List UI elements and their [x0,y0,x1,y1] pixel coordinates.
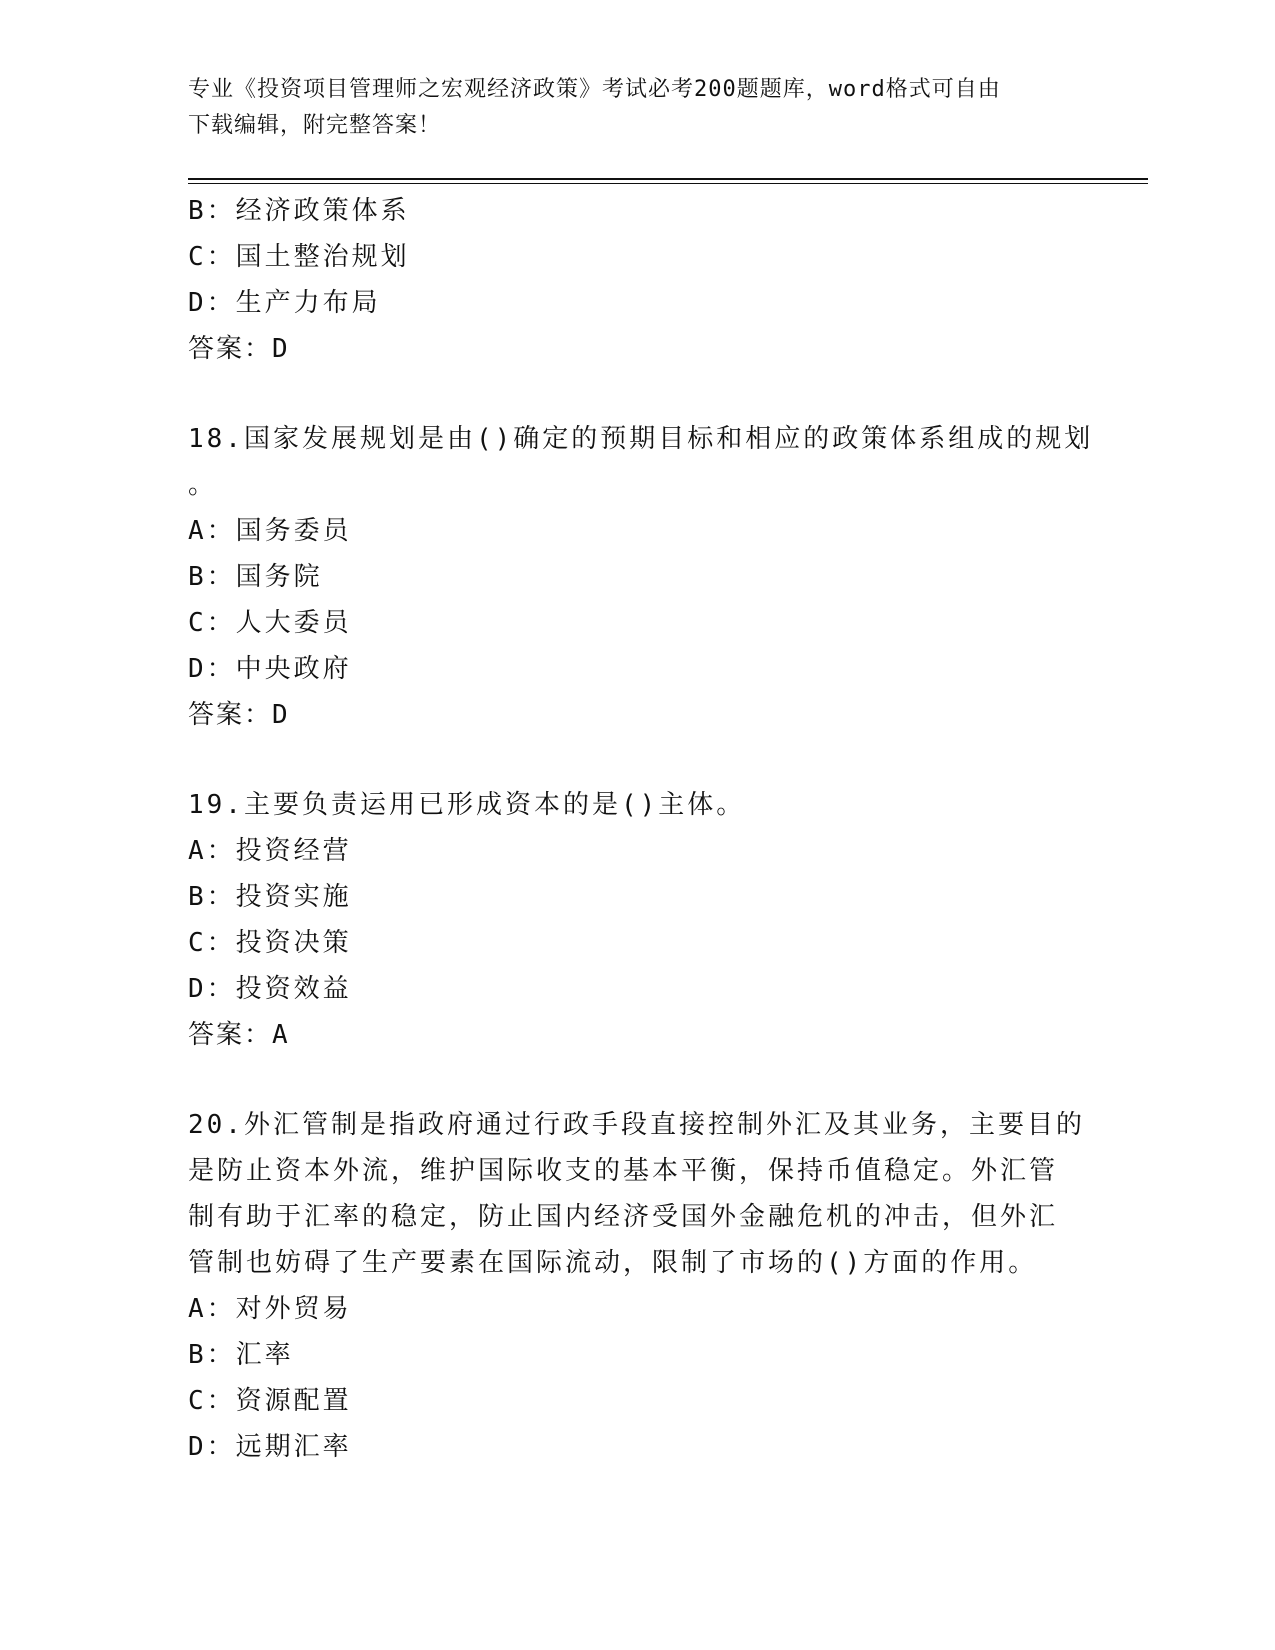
question-text-line: 。 [188,470,218,500]
option-c: C：国土整治规划 [188,242,410,272]
option-b: B：国务院 [188,562,323,592]
question-18 [188,416,1148,738]
document-header [188,72,1088,144]
question-text-line: 20.外汇管制是指政府通过行政手段直接控制外汇及其业务，主要目的 [188,1110,1085,1140]
option-c: C：投资决策 [188,928,352,958]
option-c: C：人大委员 [188,608,352,638]
option-d: D：投资效益 [188,974,352,1004]
option-b: B：经济政策体系 [188,196,410,226]
answer-line: 答案：A [188,1020,290,1050]
header-line-1: 专业《投资项目管理师之宏观经济政策》考试必考200题题库，word格式可自由 [188,77,1001,102]
option-b: B：投资实施 [188,882,352,912]
question-19 [188,782,1148,1058]
question-text-line: 19.主要负责运用已形成资本的是()主体。 [188,790,746,820]
question-text-line: 制有助于汇率的稳定，防止国内经济受国外金融危机的冲击，但外汇 [188,1202,1059,1232]
question-text-line: 管制也妨碍了生产要素在国际流动，限制了市场的()方面的作用。 [188,1248,1038,1278]
header-line-2: 下载编辑，附完整答案！ [188,113,442,138]
option-d: D：远期汇率 [188,1432,352,1462]
option-a: A：对外贸易 [188,1294,352,1324]
option-a: A：投资经营 [188,836,352,866]
answer-line: 答案：D [188,700,290,730]
question-20 [188,1102,1148,1470]
question-list [188,188,1148,1470]
previous-question-tail [188,188,1148,372]
header-rule-thick [188,178,1148,180]
question-text-line: 是防止资本外流，维护国际收支的基本平衡，保持币值稳定。外汇管 [188,1156,1059,1186]
header-rule-thin [188,183,1148,184]
question-text-line: 18.国家发展规划是由()确定的预期目标和相应的政策体系组成的规划 [188,424,1094,454]
option-b: B：汇率 [188,1340,294,1370]
option-d: D：生产力布局 [188,288,381,318]
option-d: D：中央政府 [188,654,352,684]
option-a: A：国务委员 [188,516,352,546]
option-c: C：资源配置 [188,1386,352,1416]
answer-line: 答案：D [188,334,290,364]
